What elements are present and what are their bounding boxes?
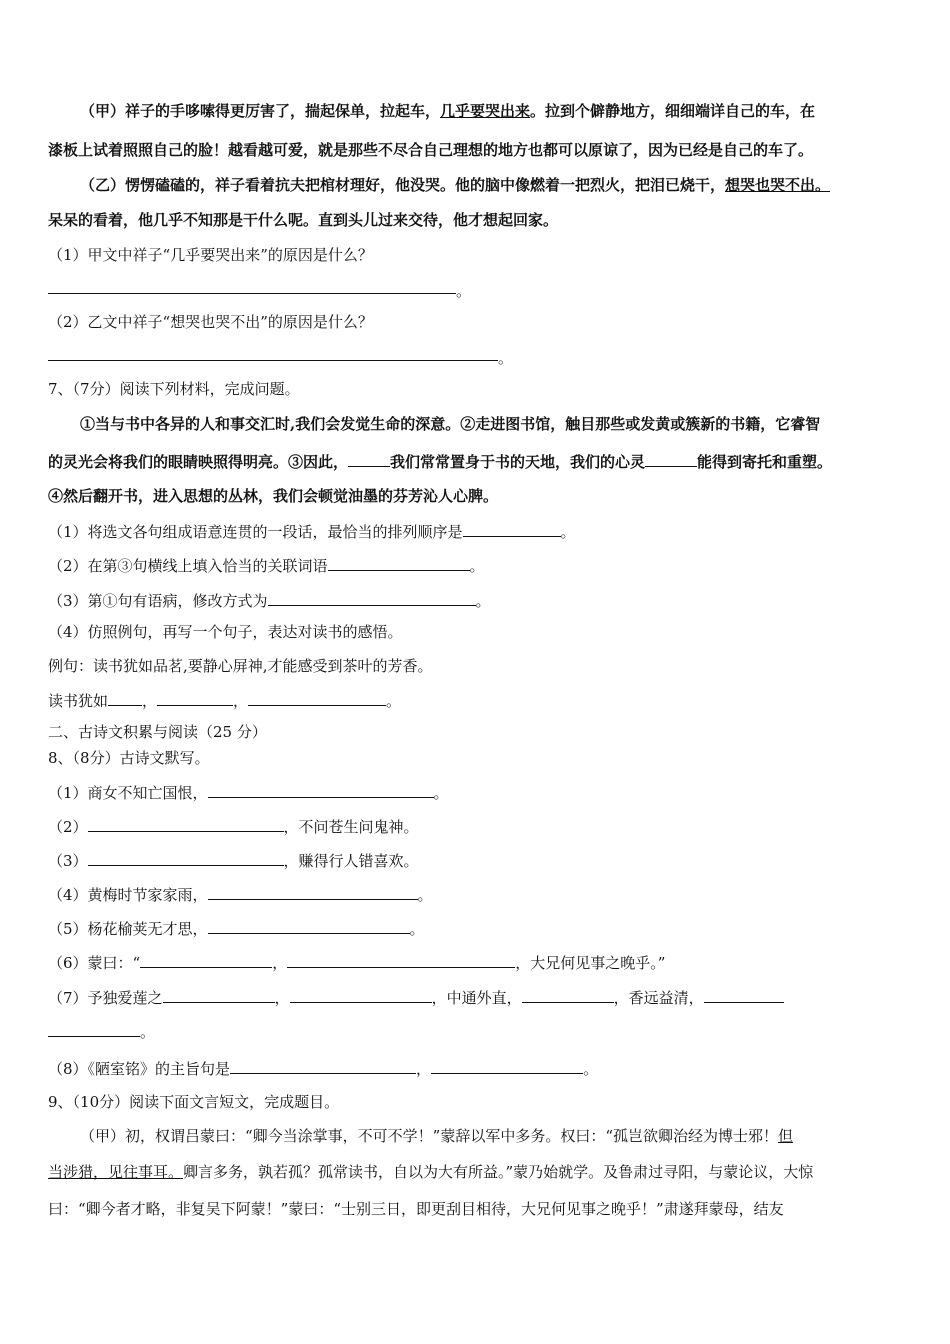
passage-jia-line2: 漆板上试着照照自己的脸！越看越可爱，就是那些不尽合自己理想的地方也都可以原谅了，因为已经是自己的车了。 — [48, 141, 814, 159]
q7-sub-1-end: 。 — [560, 523, 576, 541]
q8-item-7-comma: ， — [274, 989, 290, 1007]
q9-text-line1-underlined: 但 — [778, 1127, 794, 1145]
q8-item-4 — [48, 883, 902, 905]
q9-text-line3: 曰：“卿今者才略，非复吴下阿蒙！”蒙曰：“士别三日，即更刮目相待，大兄何见事之晚乎！”肃遂拜蒙母，结友 — [48, 1200, 784, 1218]
q8-item-7-end: 。 — [140, 1023, 156, 1041]
q8-item-7-text-c: ，中通外直， — [431, 989, 522, 1007]
passage-jia-underlined: 几乎要哭出来 — [440, 102, 531, 120]
q8-item-7-blank-1[interactable] — [163, 986, 275, 1003]
q9-text-line1-a: （甲）初，权谓吕蒙曰：“卿今当涂掌事，不可不学！”蒙辞以军中多务。权曰：“孤岂欲卿治经为博士邪！ — [80, 1127, 779, 1145]
q7-example: 例句：读书犹如品茗,要静心屏神,才能感受到茶叶的芳香。 — [48, 657, 433, 675]
q7-blank-2[interactable] — [645, 450, 697, 467]
q8-item-8-text: （8）《陋室铭》的主旨句是 — [48, 1060, 231, 1078]
q7-sub-3-text: （3）第①句有语病，修改方式为 — [48, 592, 268, 610]
q8-item-7-blank-3[interactable] — [522, 986, 614, 1003]
q7-blank-1[interactable] — [348, 450, 390, 467]
q7-fill-blank-1[interactable] — [108, 689, 142, 706]
answer-blank-6-2[interactable] — [48, 360, 498, 361]
q8-item-7-blank-2[interactable] — [290, 986, 432, 1003]
q7-sub-2-text: （2）在第③句横线上填入恰当的关联词语 — [48, 557, 328, 575]
q9-text-line2-b: 卿言多务，孰若孤？孤常读书，自以为大有所益。”蒙乃始就学。及鲁肃过寻阳，与蒙论议，大惊 — [183, 1163, 814, 1181]
q7-fill-comma-2: ， — [233, 692, 249, 710]
answer-end-6-1: 。 — [456, 282, 472, 300]
q8-item-3-text-b: ，赚得行人错喜欢。 — [283, 852, 419, 870]
question-6-1: （1）甲文中祥子“几乎要哭出来”的原因是什么？ — [48, 246, 373, 264]
q8-item-4-blank[interactable] — [208, 883, 418, 900]
question-8-heading: 8、（8分）古诗文默写。 — [48, 749, 210, 767]
q8-item-1 — [48, 781, 902, 803]
passage-jia-text-cont: 。拉到个僻静地方，细细端详自己的车，在 — [530, 102, 816, 120]
q7-sub-2 — [48, 554, 902, 576]
passage-yi-line2: 呆呆的看着，他几乎不知那是干什么呢。直到头儿过来交待，他才想起回家。 — [48, 211, 559, 229]
q7-material-line1: ①当与书中各异的人和事交汇时,我们会发觉生命的深意。②走进图书馆，触目那些或发黄或簇新的书籍，它睿智 — [80, 415, 821, 433]
q8-item-5-blank[interactable] — [208, 917, 410, 934]
q8-item-8-end: 。 — [583, 1060, 599, 1078]
q8-item-1-blank[interactable] — [208, 781, 434, 798]
q8-item-3-text: （3） — [48, 852, 88, 870]
q8-item-6-blank-2[interactable] — [287, 951, 515, 968]
q7-fill-text: 读书犹如 — [48, 692, 109, 710]
passage-yi-text: （乙）愣愣磕磕的，祥子看着抗夫把棺材理好，他没哭。他的脑中像燃着一把烈火，把泪已烧干， — [80, 176, 726, 194]
q8-item-7-blank-5[interactable] — [48, 1036, 140, 1037]
q8-item-6-comma: ， — [272, 954, 288, 972]
q8-item-8-comma: ， — [416, 1060, 432, 1078]
q7-material-line2 — [48, 450, 902, 472]
q8-item-5 — [48, 917, 902, 939]
question-6-2: （2）乙文中祥子“想哭也哭不出”的原因是什么？ — [48, 313, 373, 331]
q7-sub-1-text: （1）将选文各句组成语意连贯的一段话，最恰当的排列顺序是 — [48, 523, 463, 541]
q8-item-4-text: （4）黄梅时节家家雨， — [48, 886, 208, 904]
question-7-heading: 7、（7分）阅读下列材料，完成问题。 — [48, 380, 300, 398]
q8-item-2-blank[interactable] — [88, 815, 284, 832]
q7-material-line3: ④然后翻开书，进入思想的丛林，我们会顿觉油墨的芬芳沁人心脾。 — [48, 487, 499, 505]
q7-fill-line — [48, 689, 902, 711]
q9-text-line2-underlined: 当涉猎，见往事耳。 — [48, 1163, 184, 1181]
q7-material-text-2: 我们常常置身于书的天地，我们的心灵 — [390, 453, 646, 471]
section-2-title: 二、古诗文积累与阅读（25 分） — [48, 723, 267, 741]
q7-material-text-3: 能得到寄托和重塑。 — [697, 453, 833, 471]
q7-sub-2-end: 。 — [469, 557, 485, 575]
q7-sub-3 — [48, 589, 902, 611]
passage-yi-underlined: 想哭也哭不出。 — [725, 176, 831, 194]
q8-item-2-text-b: ，不问苍生问鬼神。 — [283, 818, 419, 836]
q8-item-1-end: 。 — [433, 784, 449, 802]
q7-sub-1-blank[interactable] — [463, 520, 561, 537]
q8-item-3 — [48, 849, 902, 871]
q8-item-7-text-d: ，香远益清， — [613, 989, 704, 1007]
q8-item-6-text-c: ，大兄何见事之晚乎。” — [515, 954, 666, 972]
q7-sub-3-end: 。 — [475, 592, 491, 610]
q8-item-8-blank-2[interactable] — [431, 1057, 583, 1074]
answer-blank-6-1[interactable] — [48, 293, 456, 294]
q7-fill-blank-2[interactable] — [157, 689, 233, 706]
q8-item-2-text: （2） — [48, 818, 88, 836]
q7-fill-blank-3[interactable] — [248, 689, 386, 706]
q7-sub-4: （4）仿照例句，再写一个句子，表达对读书的感悟。 — [48, 623, 403, 641]
q7-material-text: 的灵光会将我们的眼睛映照得明亮。③因此， — [48, 453, 349, 471]
q8-item-6-blank-1[interactable] — [140, 951, 272, 968]
q8-item-1-text: （1）商女不知亡国恨， — [48, 784, 208, 802]
q8-item-5-end: 。 — [409, 920, 425, 938]
q7-fill-comma-1: ， — [142, 692, 158, 710]
passage-jia-text: （甲）祥子的手哆嗦得更厉害了，揣起保单，拉起车， — [80, 102, 441, 120]
q8-item-4-end: 。 — [417, 886, 433, 904]
q8-item-6-text: （6）蒙曰：“ — [48, 954, 141, 972]
q8-item-8-blank-1[interactable] — [230, 1057, 416, 1074]
q8-item-8 — [48, 1057, 902, 1079]
q9-text-line2 — [48, 1162, 902, 1182]
q8-item-7-blank-4[interactable] — [704, 986, 784, 1003]
q8-item-5-text: （5）杨花榆荚无才思， — [48, 920, 208, 938]
q8-item-3-blank[interactable] — [88, 849, 284, 866]
passage-yi-line1 — [80, 175, 902, 195]
q7-sub-3-blank[interactable] — [268, 589, 476, 606]
q8-item-2 — [48, 815, 902, 837]
q8-item-6 — [48, 951, 902, 973]
answer-end-6-2: 。 — [498, 349, 514, 367]
q8-item-7 — [48, 986, 902, 1008]
q7-fill-end: 。 — [386, 692, 402, 710]
q7-sub-2-blank[interactable] — [328, 554, 470, 571]
q9-text-line1 — [80, 1126, 902, 1146]
q8-item-7-text: （7）予独爱莲之 — [48, 989, 163, 1007]
passage-jia-line1 — [80, 101, 902, 121]
question-9-heading: 9、（10分）阅读下面文言短文，完成题目。 — [48, 1093, 340, 1111]
q7-sub-1 — [48, 520, 902, 542]
